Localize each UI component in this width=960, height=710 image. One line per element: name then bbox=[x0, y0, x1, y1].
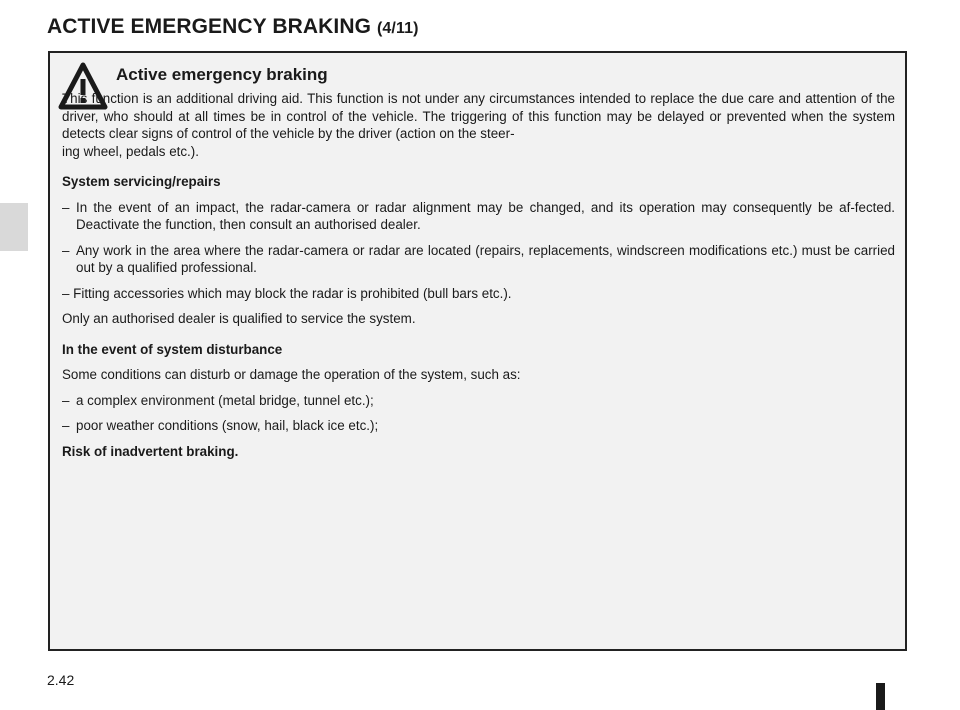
page-corner-mark bbox=[876, 683, 885, 710]
intro-paragraph: This function is an additional driving aid. This function is not under any circumstances intended to replace the due care and attention of the driver, who should at all times be in control of the vehicle. The triggering of this function may be delayed or prevented when the system detects clear signs of control of the vehicle by the driver (action on the steer- bbox=[62, 91, 895, 141]
warning-heading: Active emergency braking bbox=[116, 65, 328, 84]
servicing-item: – In the event of an impact, the radar-camera or radar alignment may be changed, and its operation may consequently be af-fected. Deactivate the function, then consult an authorised dealer. bbox=[62, 199, 895, 232]
servicing-item: – Any work in the area where the radar-camera or radar are located (repairs, replacements, windscreen modifications etc.) must be carried out by a qualified professional. bbox=[62, 242, 895, 275]
disturbance-intro: Some conditions can disturb or damage the operation of the system, such as: bbox=[62, 367, 521, 382]
page-title bbox=[47, 15, 419, 39]
fitting-note: – Fitting accessories which may block the radar is prohibited (bull bars etc.). bbox=[62, 285, 512, 301]
page-part-indicator: (4/11) bbox=[376, 20, 419, 37]
disturbance-heading: In the event of system disturbance bbox=[62, 341, 283, 357]
chapter-side-tab bbox=[0, 203, 28, 251]
page-number: 2.42 bbox=[47, 672, 75, 688]
page-title-text: ACTIVE EMERGENCY BRAKING bbox=[47, 15, 372, 38]
warning-box bbox=[48, 51, 907, 651]
disturbance-item: – a complex environment (metal bridge, tunnel etc.); bbox=[62, 392, 374, 408]
intro-paragraph-wrap: ing wheel, pedals etc.). bbox=[62, 143, 199, 159]
warning-content bbox=[62, 90, 895, 460]
risk-note: Risk of inadvertent braking. bbox=[62, 443, 239, 459]
servicing-heading: System servicing/repairs bbox=[62, 174, 221, 189]
dealer-note: Only an authorised dealer is qualified to service the system. bbox=[62, 311, 416, 326]
disturbance-item: – poor weather conditions (snow, hail, black ice etc.); bbox=[62, 418, 379, 433]
